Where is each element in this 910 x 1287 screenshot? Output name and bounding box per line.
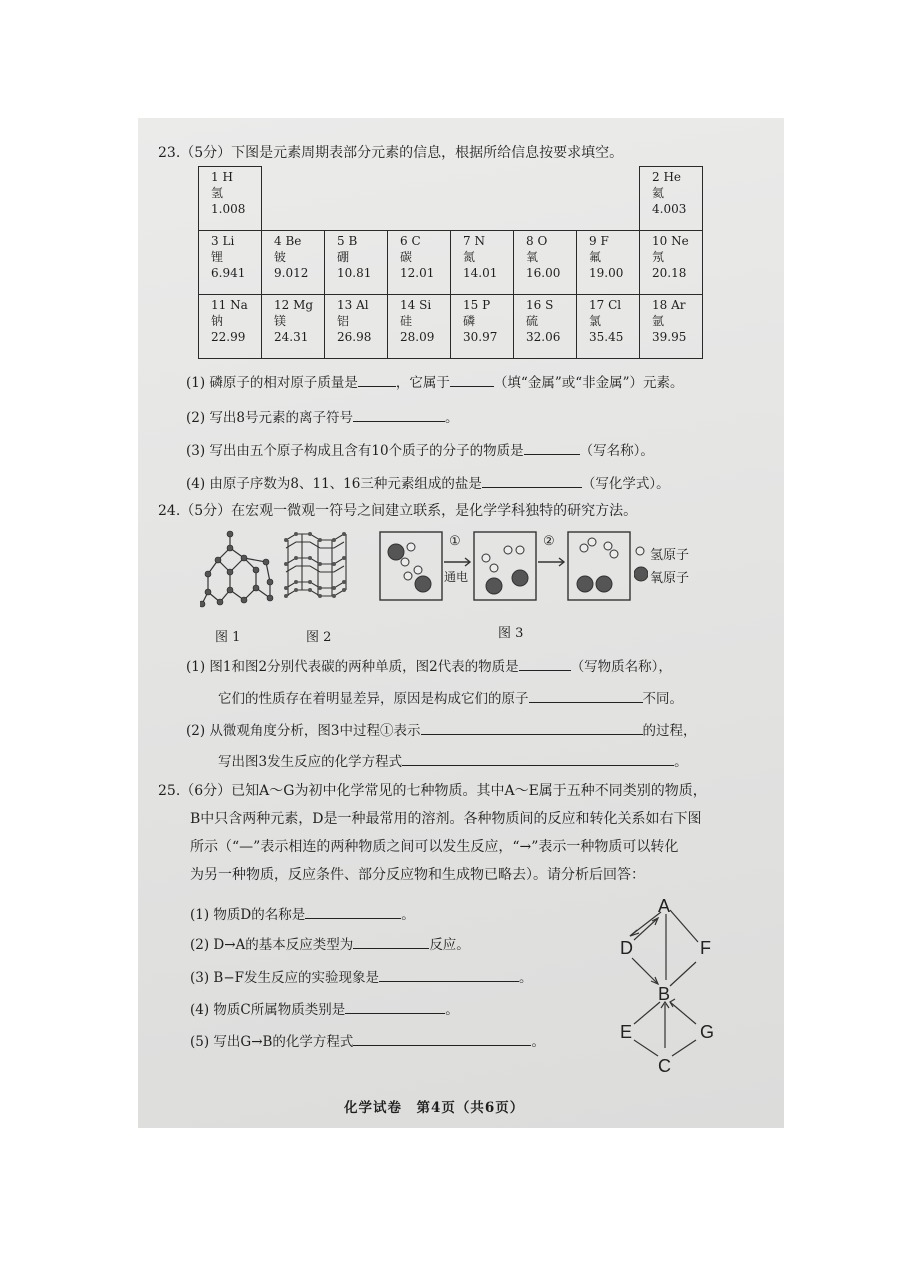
q24-sub1-line1: (1) 图1和图2分别代表碳的两种单质，图2代表的物质是 （写物质名称）， bbox=[186, 659, 672, 675]
node-A: A bbox=[658, 896, 671, 916]
node-F: F bbox=[700, 938, 711, 958]
electrolysis-process-figure bbox=[378, 530, 648, 604]
node-D: D bbox=[620, 938, 633, 958]
element-cell: 9 F 氟 19.00 bbox=[577, 231, 640, 295]
element-cell: 14 Si 硅 28.09 bbox=[388, 295, 451, 359]
element-cell: 3 Li 锂 6.941 bbox=[199, 231, 262, 295]
element-cell: 5 B 硼 10.81 bbox=[325, 231, 388, 295]
q24-sub2-line1: (2) 从微观角度分析，图3中过程①表示 的过程， bbox=[186, 723, 697, 739]
node-B: B bbox=[658, 984, 671, 1004]
node-G: G bbox=[700, 1022, 715, 1042]
legend-atom-icons bbox=[634, 544, 648, 584]
element-cell: 13 Al 铝 26.98 bbox=[325, 295, 388, 359]
q23-sub2: (2) 写出8号元素的离子符号 。 bbox=[186, 410, 459, 426]
fig3-label: 图 3 bbox=[498, 626, 524, 641]
element-cell: 18 Ar 氩 39.95 bbox=[640, 295, 703, 359]
node-C: C bbox=[658, 1056, 671, 1076]
q23-sub3: (3) 写出由五个原子构成且含有10个质子的分子的物质是 （写名称）。 bbox=[186, 443, 654, 459]
q25-sub5: (5) 写出G→B的化学方程式 。 bbox=[190, 1034, 545, 1050]
element-cell: 1 H 氢 1.008 bbox=[199, 167, 262, 231]
element-cell: 12 Mg 镁 24.31 bbox=[262, 295, 325, 359]
step1-condition: 通电 bbox=[444, 570, 469, 584]
step1-marker: ① bbox=[449, 534, 461, 549]
q25-sub3: (3) B−F发生反应的实验现象是 。 bbox=[190, 970, 533, 986]
q25-stem-line2: B中只含两种元素，D是一种最常用的溶剂。各种物质间的反应和转化关系如右下图 bbox=[190, 811, 702, 827]
element-cell: 4 Be 铍 9.012 bbox=[262, 231, 325, 295]
element-cell: 10 Ne 氖 20.18 bbox=[640, 231, 703, 295]
q25-stem-line4: 为另一种物质，反应条件、部分反应物和生成物已略去）。请分析后回答： bbox=[190, 867, 645, 883]
exam-page-photo bbox=[138, 118, 784, 1128]
q25-sub1: (1) 物质D的名称是 。 bbox=[190, 907, 415, 923]
legend-hydrogen: 氢原子 bbox=[650, 548, 690, 563]
q23-sub4: (4) 由原子序数为8、11、16三种元素组成的盐是 （写化学式）。 bbox=[186, 476, 670, 492]
step2-marker: ② bbox=[543, 534, 555, 549]
element-cell: 15 P 磷 30.97 bbox=[451, 295, 514, 359]
element-cell: 7 N 氮 14.01 bbox=[451, 231, 514, 295]
q25-sub2: (2) D→A的基本反应类型为 反应。 bbox=[190, 937, 470, 953]
q23-stem: 23.（5分）下图是元素周期表部分元素的信息，根据所给信息按要求填空。 bbox=[158, 145, 624, 161]
legend-oxygen: 氧原子 bbox=[650, 571, 690, 586]
q25-stem-line1: 25.（6分）已知A～G为初中化学常见的七种物质。其中A～E属于五种不同类别的物质， bbox=[158, 783, 707, 799]
element-cell: 2 He 氦 4.003 bbox=[640, 167, 703, 231]
graphite-structure-figure bbox=[282, 530, 354, 608]
q24-stem: 24.（5分）在宏观一微观一符号之间建立联系，是化学学科独特的研究方法。 bbox=[158, 503, 638, 519]
page-footer: 化学试卷 第4页（共6页） bbox=[344, 1100, 525, 1116]
substance-relation-diagram bbox=[608, 896, 738, 1076]
q25-stem-line3: 所示（“—”表示相连的两种物质之间可以发生反应，“→”表示一种物质可以转化 bbox=[190, 839, 679, 855]
periodic-table bbox=[198, 166, 703, 359]
q24-sub1-line2: 它们的性质存在着明显差异，原因是构成它们的原子 不同。 bbox=[218, 691, 683, 707]
q25-sub4: (4) 物质C所属物质类别是 。 bbox=[190, 1002, 459, 1018]
fig2-label: 图 2 bbox=[306, 630, 332, 645]
node-E: E bbox=[620, 1022, 633, 1042]
diamond-structure-figure bbox=[200, 526, 282, 610]
fig1-label: 图 1 bbox=[215, 630, 241, 645]
element-cell: 11 Na 钠 22.99 bbox=[199, 295, 262, 359]
q23-sub1: (1) 磷原子的相对原子质量是 ，它属于 （填“金属”或“非金属”）元素。 bbox=[186, 375, 684, 391]
element-cell: 16 S 硫 32.06 bbox=[514, 295, 577, 359]
element-cell: 17 Cl 氯 35.45 bbox=[577, 295, 640, 359]
element-cell: 6 C 碳 12.01 bbox=[388, 231, 451, 295]
q24-sub2-line2: 写出图3发生反应的化学方程式 。 bbox=[218, 754, 688, 770]
element-cell: 8 O 氧 16.00 bbox=[514, 231, 577, 295]
